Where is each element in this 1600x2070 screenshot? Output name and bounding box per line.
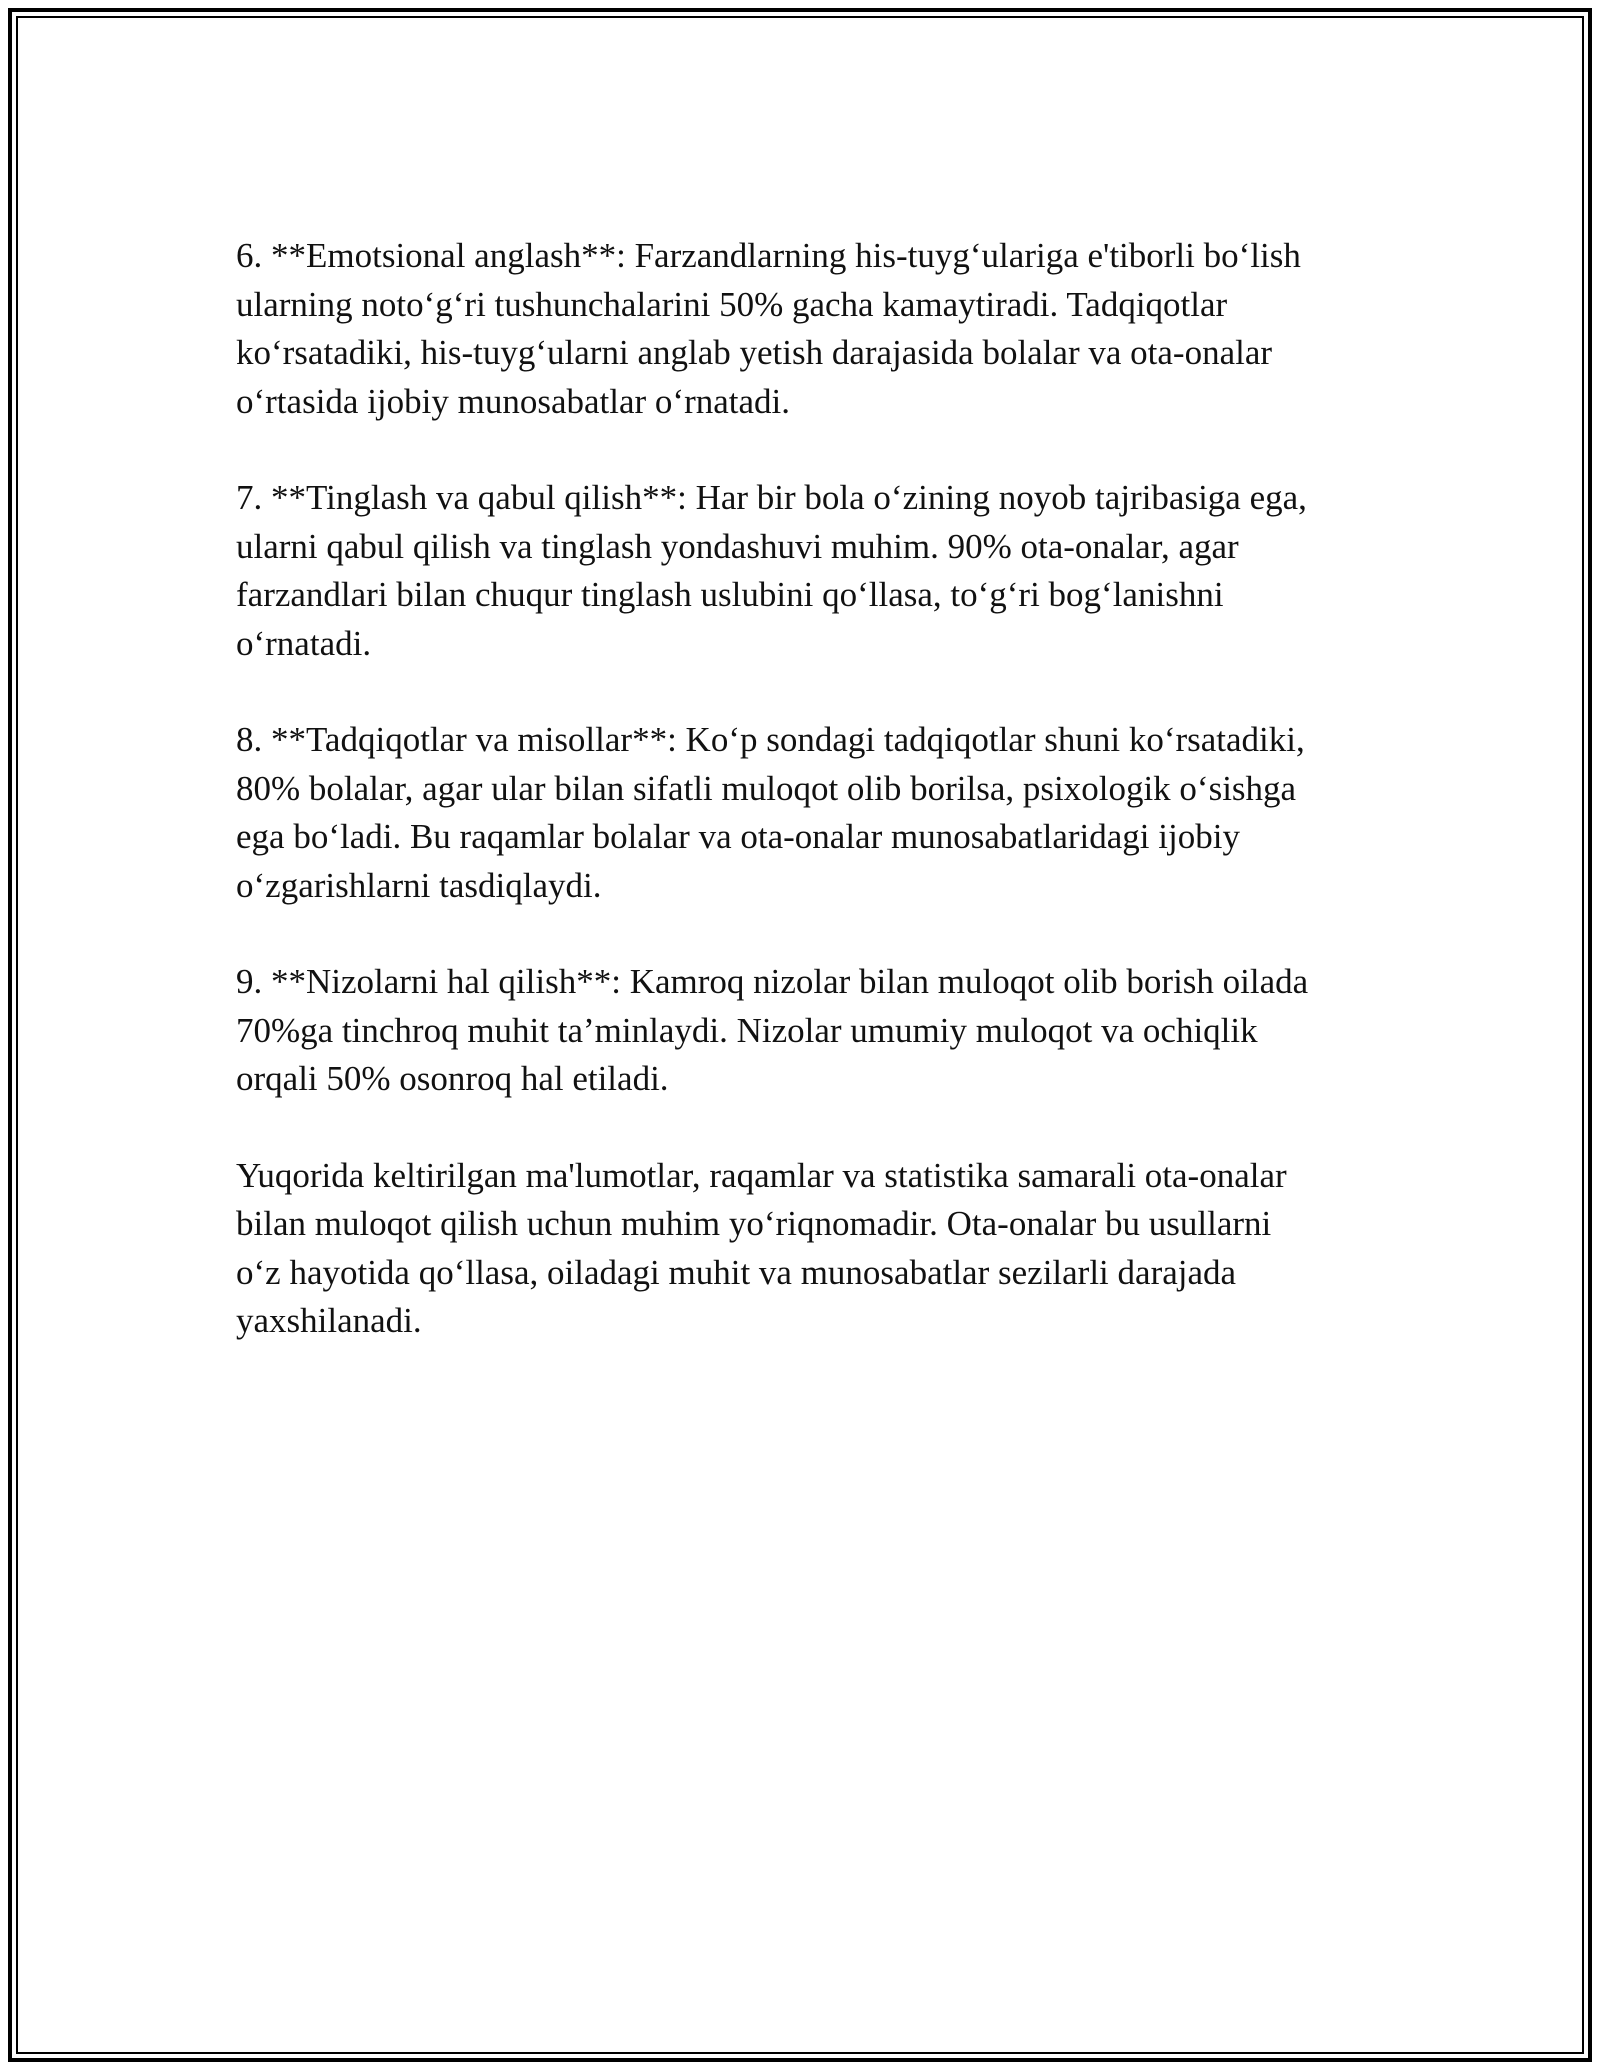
paragraph-research-examples: 8. **Tadqiqotlar va misollar**: Ko‘p sondagi tadqiqotlar shuni ko‘rsatadiki, 80% bolalar, agar ular bilan sifatli muloqot olib borilsa, psixologik o‘sishga ega bo‘ladi. Bu raqamlar bolalar va ota-onalar munosabatlaridagi ijobiy o‘zgarishlarni tasdiqlaydi. — [236, 720, 1305, 905]
paragraph-emotional-understanding: 6. **Emotsional anglash**: Farzandlarning his-tuyg‘ulariga e'tiborli bo‘lish ularning noto‘g‘ri tushunchalarini 50% gacha kamaytiradi. Tadqiqotlar ko‘rsatadiki, his-tuyg‘ularni anglab yetish darajasida bolalar va ota-onalar o‘rtasida ijobiy munosabatlar o‘rnatadi. — [236, 236, 1301, 421]
paragraph-listening-acceptance: 7. **Tinglash va qabul qilish**: Har bir bola o‘zining noyob tajribasiga ega, ularni qabul qilish va tinglash yondashuvi muhim. 90% ota-onalar, agar farzandlari bilan chuqur tinglash uslubini qo‘llasa, to‘g‘ri bog‘lanishni o‘rnatadi. — [236, 478, 1307, 663]
paragraph-conflict-resolution: 9. **Nizolarni hal qilish**: Kamroq nizolar bilan muloqot olib borish oilada 70%ga tinchroq muhit ta’minlaydi. Nizolar umumiy muloqot va ochiqlik orqali 50% osonroq hal etiladi. — [236, 962, 1309, 1098]
document-body — [236, 232, 1376, 1394]
paragraph-conclusion: Yuqorida keltirilgan ma'lumotlar, raqamlar va statistika samarali ota-onalar bilan muloqot qilish uchun muhim yo‘riqnomadir. Ota-onalar bu usullarni o‘z hayotida qo‘llasa, oiladagi muhit va munosabatlar sezilarli darajada yaxshilanadi. — [236, 1155, 1287, 1340]
